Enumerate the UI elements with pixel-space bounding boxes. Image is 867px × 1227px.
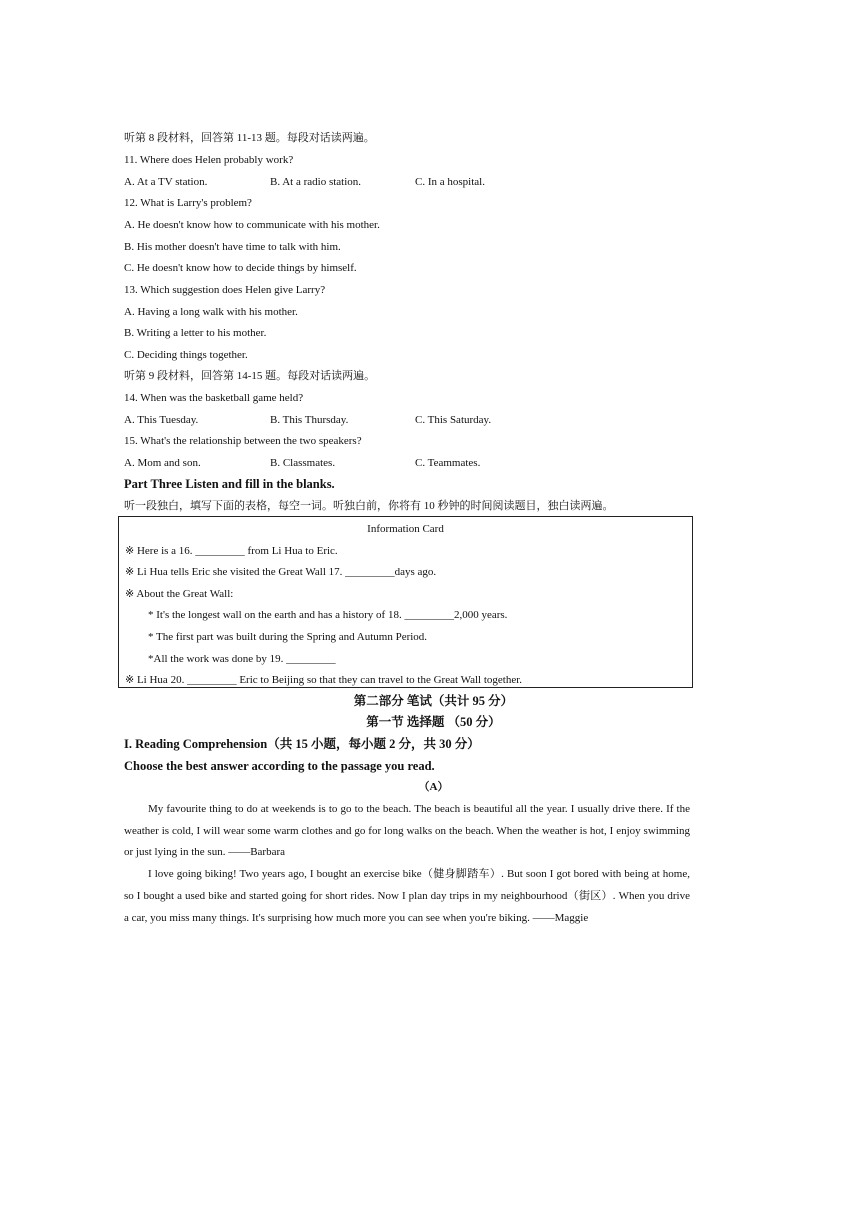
- q12-option-c: C. He doesn't know how to decide things by himself.: [124, 262, 357, 274]
- q13-option-b: B. Writing a letter to his mother.: [124, 327, 267, 339]
- part-three-heading: Part Three Listen and fill in the blanks.: [124, 477, 335, 491]
- card-row-20: ※ Li Hua 20. _________ Eric to Beijing so that they can travel to the Great Wall together.: [125, 674, 523, 686]
- q12-option-a: A. He doesn't know how to communicate with his mother.: [124, 219, 380, 231]
- section-one-heading: 第一节 选择题 （50 分）: [366, 715, 501, 729]
- part-two-heading: 第二部分 笔试（共计 95 分）: [353, 694, 514, 708]
- q11-option-a: A. At a TV station.: [124, 176, 208, 188]
- reading-instruction: Choose the best answer according to the passage you read.: [124, 759, 435, 773]
- question-15: 15. What's the relationship between the two speakers?: [124, 435, 362, 447]
- q13-option-a: A. Having a long walk with his mother.: [124, 306, 298, 318]
- part-three-instruction: 听一段独白，填写下面的表格，每空一词。听独白前，你将有 10 秒钟的时间阅读题目，独白读两遍。: [124, 500, 614, 512]
- passage-a: [124, 799, 690, 929]
- section-9-instruction: 听第 9 段材料，回答第 14-15 题。每段对话读两遍。: [124, 370, 376, 382]
- q14-option-c: C. This Saturday.: [415, 414, 492, 426]
- passage-paragraph-maggie: I love going biking! Two years ago, I bought an exercise bike（健身脚踏车）. But soon I got bored with being at home, so I bought a used bike and started going for short rides. Now I plan day trips in my neighbourhood（街区）. When you drive a car, you miss many things. It's surprising how much more you can see when you're biking. ——Maggie: [124, 868, 690, 924]
- q12-option-b: B. His mother doesn't have time to talk with him.: [124, 241, 341, 253]
- card-row-18: * It's the longest wall on the earth and has a history of 18. _________2,000 years.: [148, 609, 508, 621]
- q15-option-b: B. Classmates.: [270, 457, 336, 469]
- question-14: 14. When was the basketball game held?: [124, 392, 304, 404]
- card-row-great-wall: ※ About the Great Wall:: [125, 588, 234, 600]
- q15-option-c: C. Teammates.: [415, 457, 481, 469]
- q14-option-b: B. This Thursday.: [270, 414, 349, 426]
- card-row-first-part: * The first part was built during the Spring and Autumn Period.: [148, 631, 428, 643]
- information-card-title: Information Card: [367, 523, 444, 535]
- information-card: [118, 516, 693, 688]
- reading-heading: I. Reading Comprehension（共 15 小题，每小题 2 分，共 30 分）: [124, 737, 480, 751]
- card-row-17: ※ Li Hua tells Eric she visited the Great Wall 17. _________days ago.: [125, 566, 437, 578]
- q14-option-a: A. This Tuesday.: [124, 414, 199, 426]
- question-13: 13. Which suggestion does Helen give Larry?: [124, 284, 326, 296]
- card-row-19: *All the work was done by 19. _________: [148, 653, 336, 665]
- passage-label: （A）: [418, 781, 449, 793]
- q11-option-c: C. In a hospital.: [415, 176, 485, 188]
- passage-paragraph-barbara: My favourite thing to do at weekends is to go to the beach. The beach is beautiful all the year. I usually drive there. If the weather is cold, I will wear some warm clothes and go for long walks on the beach. When the weather is hot, I enjoy swimming or just lying in the sun. ——Barbara: [124, 803, 690, 859]
- question-12: 12. What is Larry's problem?: [124, 197, 252, 209]
- q11-option-b: B. At a radio station.: [270, 176, 362, 188]
- card-row-16: ※ Here is a 16. _________ from Li Hua to Eric.: [125, 545, 338, 557]
- q15-option-a: A. Mom and son.: [124, 457, 201, 469]
- section-8-instruction: 听第 8 段材料，回答第 11-13 题。每段对话读两遍。: [124, 132, 375, 144]
- question-11: 11. Where does Helen probably work?: [124, 154, 294, 166]
- q13-option-c: C. Deciding things together.: [124, 349, 248, 361]
